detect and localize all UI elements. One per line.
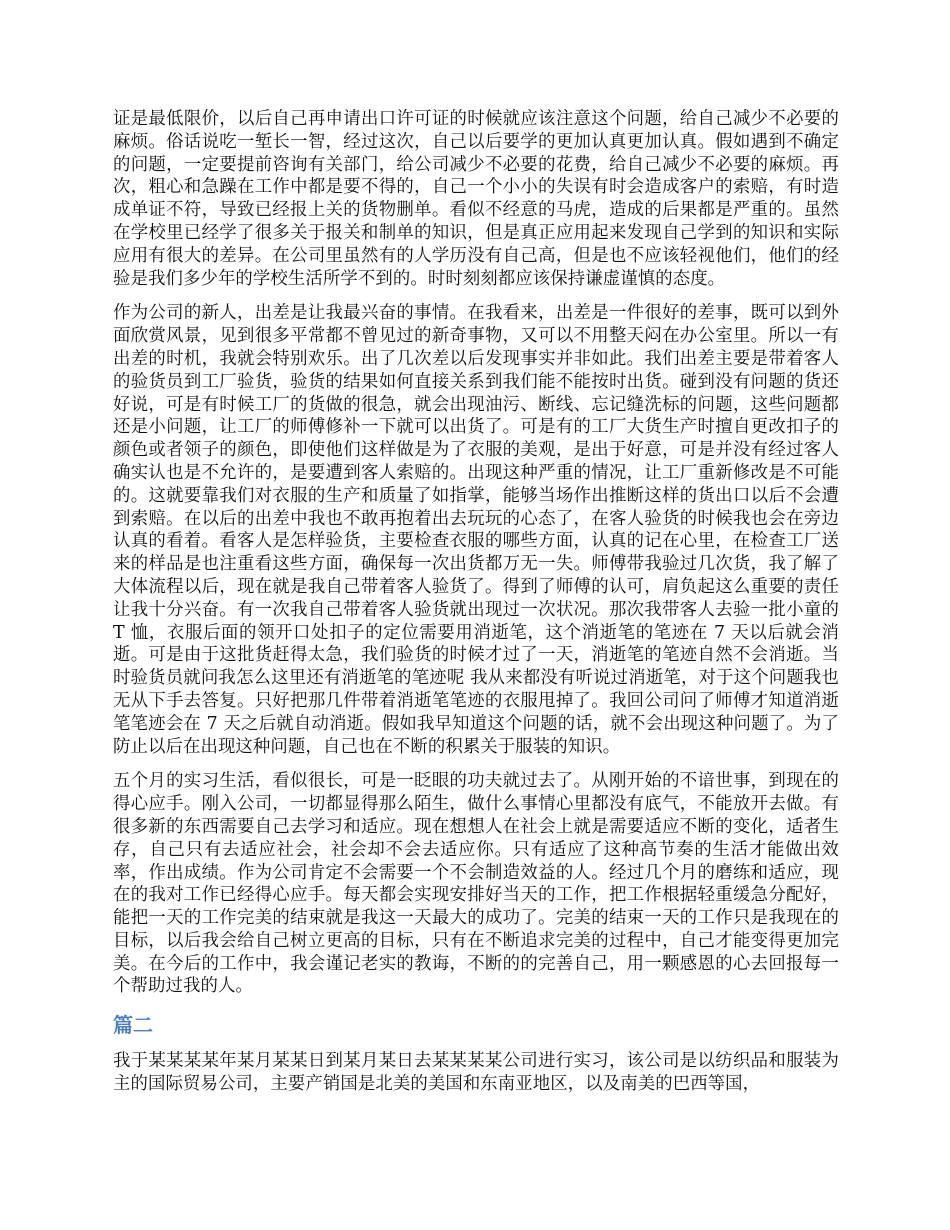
paragraph-internship-summary: 五个月的实习生活，看似很长，可是一眨眼的功夫就过去了。从刚开始的不谙世事，到现在的得心应手。刚入公司，一切都显得那么陌生，做什么事情心里都没有底气，不能放开去做。有很多新的东西需要自己去学习和适应。现在想想人在社会上就是需要适应不断的变化，适者生存，自己只有去适应社会，社会却不会去适应你。只有适应了这种高节奏的生活才能做出效率，作出成绩。作为公司肯定不会需要一个不会制造效益的人。经过几个月的磨练和适应，现在的我对工作已经得心应手。每天都会实现安排好当天的工作，把工作根据轻重缓急分配好，能把一天的工作完美的结束就是我这一天最大的成功了。完美的结束一天的工作只是我现在的目标，以后我会给自己树立更高的目标，只有在不断追求完美的过程中，自己才能变得更加完美。在今后的工作中，我会谨记老实的教诲，不断的的完善自己，用一颗感恩的心去回报每一个帮助过我的人。 <box>113 771 839 997</box>
document-body <box>113 108 839 1108</box>
paragraph-business-trip: 作为公司的新人，出差是让我最兴奋的事情。在我看来，出差是一件很好的差事，既可以到外面欣赏风景，见到很多平常都不曾见过的新奇事物，又可以不用整天闷在办公室里。所以一有出差的时机，我就会特别欢乐。出了几次差以后发现事实并非如此。我们出差主要是带着客人的验货员到工厂验货，验货的结果如何直接关系到我们能不能按时出货。碰到没有问题的货还好说，可是有时候工厂的货做的很急，就会出现油污、断线、忘记缝洗标的问题，这些问题都还是小问题，让工厂的师傅修补一下就可以出货了。可是有的工厂大货生产时擅自更改扣子的颜色或者领子的颜色，即使他们这样做是为了衣服的美观，是出于好意，可是并没有经过客人确实认也是不允许的，是要遭到客人索赔的。出现这种严重的情况，让工厂重新修改是不可能的。这就要靠我们对衣服的生产和质量了如指掌，能够当场作出推断这样的货出口以后不会遭到索赔。在以后的出差中我也不敢再抱着出去玩玩的心态了，在客人验货的时候我也会在旁边认真的看着。看客人是怎样验货，主要检查衣服的哪些方面，认真的记在心里，在检查工厂送来的样品是也注重看这些方面，确保每一次出货都万无一失。师傅带我验过几次货，我了解了大体流程以后，现在就是我自己带着客人验货了。得到了师傅的认可，肩负起这么重要的责任让我十分兴奋。有一次我自己带着客人验货就出现过一次状况。那次我带客人去验一批小童的 T 恤，衣服后面的领开口处扣子的定位需要用消逝笔，这个消逝笔的笔迹在 7 天以后就会消逝。可是由于这批货赶得太急，我们验货的时候才过了一天，消逝笔的笔迹自然不会消逝。当时验货员就问我怎么这里还有消逝笔的笔迹呢 我从来都没有听说过消逝笔，对于这个问题我也无从下手去答复。只好把那几件带着消逝笔笔迹的衣服甩掉了。我回公司问了师傅才知道消逝笔笔迹会在 7 天之后就自动消逝。假如我早知道这个问题的话，就不会出现这种问题了。为了防止以后在出现这种问题，自己也在不断的积累关于服装的知识。 <box>113 303 839 757</box>
section-heading: 篇二 <box>113 1013 153 1038</box>
paragraph-customs-lessons: 证是最低限价，以后自己再申请出口许可证的时候就应该注意这个问题，给自己减少不必要的麻烦。俗话说吃一堑长一智，经过这次，自己以后要学的更加认真更加认真。假如遇到不确定的问题，一定要提前咨询有关部门，给公司减少不必要的花费，给自己减少不必要的麻烦。再次，粗心和急躁在工作中都是要不得的，自己一个小小的失误有时会造成客户的索赔，有时造成单证不符，导致已经报上关的货物删单。看似不经意的马虎，造成的后果都是严重的。虽然在学校里已经学了很多关于报关和制单的知识，但是真正应用起来发现自己学到的知识和实际应用有很大的差异。在公司里虽然有的人学历没有自己高，但是也不应该轻视他们，他们的经验是我们多少年的学校生活所学不到的。时时刻刻都应该保持谦虚谨慎的态度。 <box>113 109 839 289</box>
paragraph-internship-intro: 我于某某某某年某月某某日到某月某日去某某某某公司进行实习，该公司是以纺织品和服装为主的国际贸易公司，主要产销国是北美的美国和东南亚地区，以及南美的巴西等国， <box>113 1051 839 1095</box>
